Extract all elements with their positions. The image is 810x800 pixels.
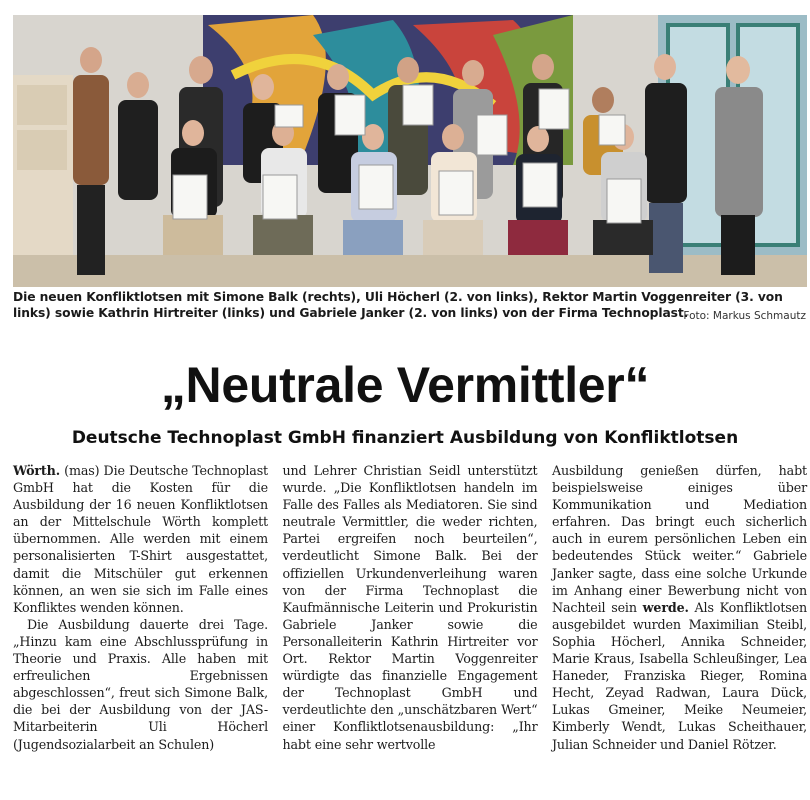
subheadline: Deutsche Technoplast GmbH finanziert Ausbildung von Konfliktlotsen [71, 428, 739, 448]
article-column-3 [552, 462, 807, 792]
article-column-2 [283, 462, 538, 792]
paragraph-text: (mas) Die Deutsche Technoplast GmbH hat die Kosten für die Ausbildung der 16 neuen Konfliktlotsen an der Mittelschule Wörth komplett übernommen. Alle werden mit einem personalisierten T-Shirt ausgestattet, damit die Mitschüler gut erkennen können, an wen sie sich im Falle eines Konfliktes wenden können. [13, 463, 268, 615]
headline: „Neutrale Vermittler“ [160, 357, 650, 413]
dateline: Wörth. [13, 463, 60, 478]
paragraph-text: Ausbildung genießen dürfen, habt beispielsweise einiges über Kommunikation und Mediation erfahren. Das bringt euch sicherlich auch in eurem persönlichen Leben ein bedeutendes Stück weiter.“ Gabriele Janker sagte, dass eine solche Urkunde im Anhang einer Bewerbung nicht von Nachteil sein [552, 463, 807, 615]
paragraph: Die Ausbildung dauerte drei Tage. „Hinzu kam eine Abschlussprüfung in Theorie und Praxis. Alle haben mit erfreulichen Ergebnissen abgeschlossen“, freut sich Simone Balk, die bei der Ausbildung von der JAS-Mitarbeiterin Uli Höcherl (Jugendsozialarbeit an Schulen) [13, 616, 268, 752]
paragraph-text: Als Konfliktlotsen ausgebildet wurden Maximilian Steibl, Sophia Höcherl, Annika Schneider, Marie Kraus, Isabella Schleußinger, Lea Haneder, Franziska Rieger, Romina Hecht, Zeyad Radwan, Laura Dück, Lukas Gmeiner, Meike Neumeier, Kimberly Wendt, Lukas Scheithauer, Julian Schneider und Daniel Rötzer. [552, 599, 808, 752]
article-column-1 [13, 462, 268, 792]
paragraph: und Lehrer Christian Seidl unterstützt wurde. „Die Konfliktlotsen handeln im Falle des Falles als Mediatoren. Sie sind neutrale Vermittler, die weder richten, Partei ergreifen noch beurteilen“, verdeutlicht Simone Balk. Bei der offiziellen Urkundenverleihung waren von der Firma Technoplast die Kaufmännische Leiterin und Prokuristin Gabriele Janker sowie die Personalleiterin Kathrin Hirtreiter vor Ort. Rektor Martin Voggenreiter würdigte das finanzielle Engagement der Technoplast GmbH und verdeutlichte den „unschätzbaren Wert“ einer Konfliktlotsenausbildung: „Ihr habt eine sehr wertvolle [282, 463, 538, 752]
paragraph [13, 462, 268, 616]
photo-caption: Die neuen Konfliktlotsen mit Simone Balk (rechts), Uli Höcherl (2. von links), Rektor Martin Voggenreiter (3. von links) sowie Kathrin Hirtreiter (links) und Gabriele Janker (2. von links) von der Firma Technoplast. [13, 290, 783, 320]
group-photo-image [13, 15, 807, 287]
paragraph [552, 462, 807, 753]
article-body [13, 462, 807, 792]
photo-credit: Foto: Markus Schmautz [683, 310, 806, 322]
bold-word: werde. [642, 599, 689, 615]
group-photo [13, 15, 807, 287]
